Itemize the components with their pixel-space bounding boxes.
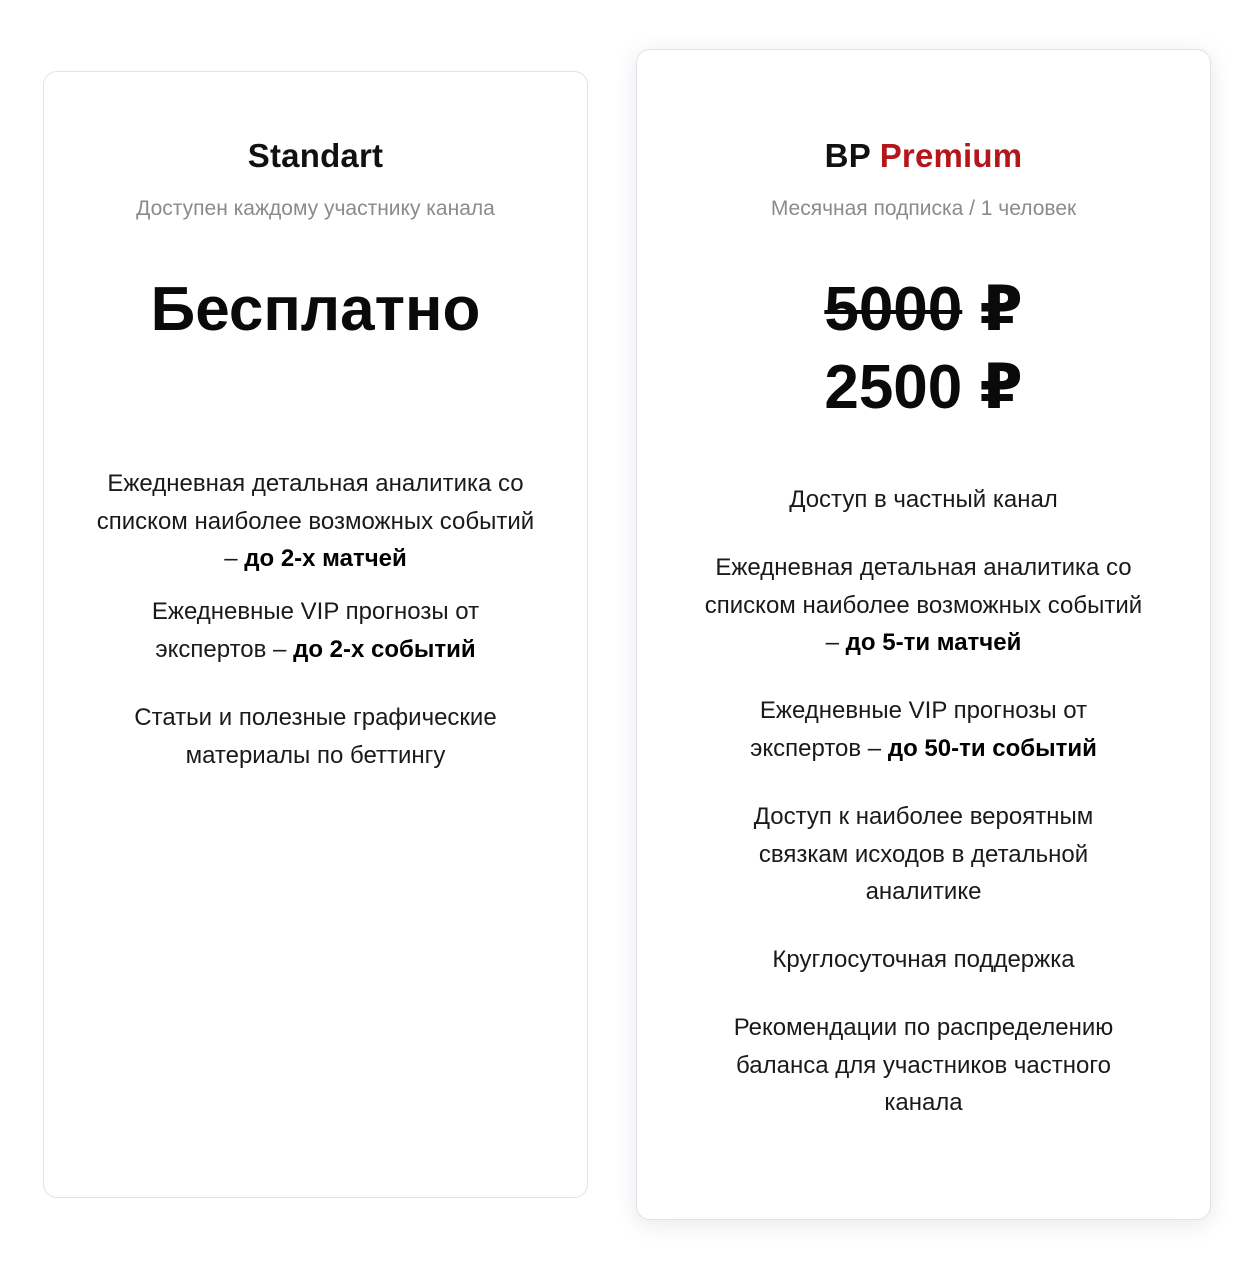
plan-title: Standart: [247, 137, 384, 174]
feature-item: Ежедневная детальная аналитика со списком наиболее возможных событий – до 2-х матчей: [96, 470, 535, 572]
plan-title: [637, 136, 1210, 176]
plan-subtitle: Доступен каждому участнику канала: [136, 197, 495, 220]
feature-item: Ежедневные VIP прогнозы от экспертов – до 50-ти событий: [750, 697, 1097, 762]
feature-item: Ежедневные VIP прогнозы от экспертов – до 2-х событий: [151, 598, 480, 663]
plan-title-accent: Premium: [879, 137, 1023, 174]
old-price: [637, 272, 1210, 348]
plan-subtitle: Месячная подписка / 1 человек: [770, 197, 1077, 220]
plan-card-premium[interactable]: [636, 49, 1211, 1220]
feature-item: Рекомендации по распределению баланса для участников частного канала: [733, 1014, 1114, 1116]
old-price-amount: 5000: [824, 275, 963, 344]
feature-item: Круглосуточная поддержка: [772, 946, 1075, 973]
feature-item: Доступ в частный канал: [789, 486, 1058, 513]
feature-item: Ежедневная детальная аналитика со списком наиболее возможных событий – до 5-ти матчей: [704, 554, 1143, 656]
feature-item: Статьи и полезные графические материалы по беттингу: [134, 704, 497, 769]
old-price-currency: ₽: [979, 275, 1023, 344]
plan-card-standart[interactable]: [43, 71, 588, 1198]
plan-price: Бесплатно: [150, 275, 481, 344]
feature-item: Доступ к наиболее вероятным связкам исходов в детальной аналитике: [753, 803, 1094, 905]
plan-title-prefix: BP: [824, 137, 871, 174]
new-price: 2500 ₽: [824, 353, 1023, 422]
